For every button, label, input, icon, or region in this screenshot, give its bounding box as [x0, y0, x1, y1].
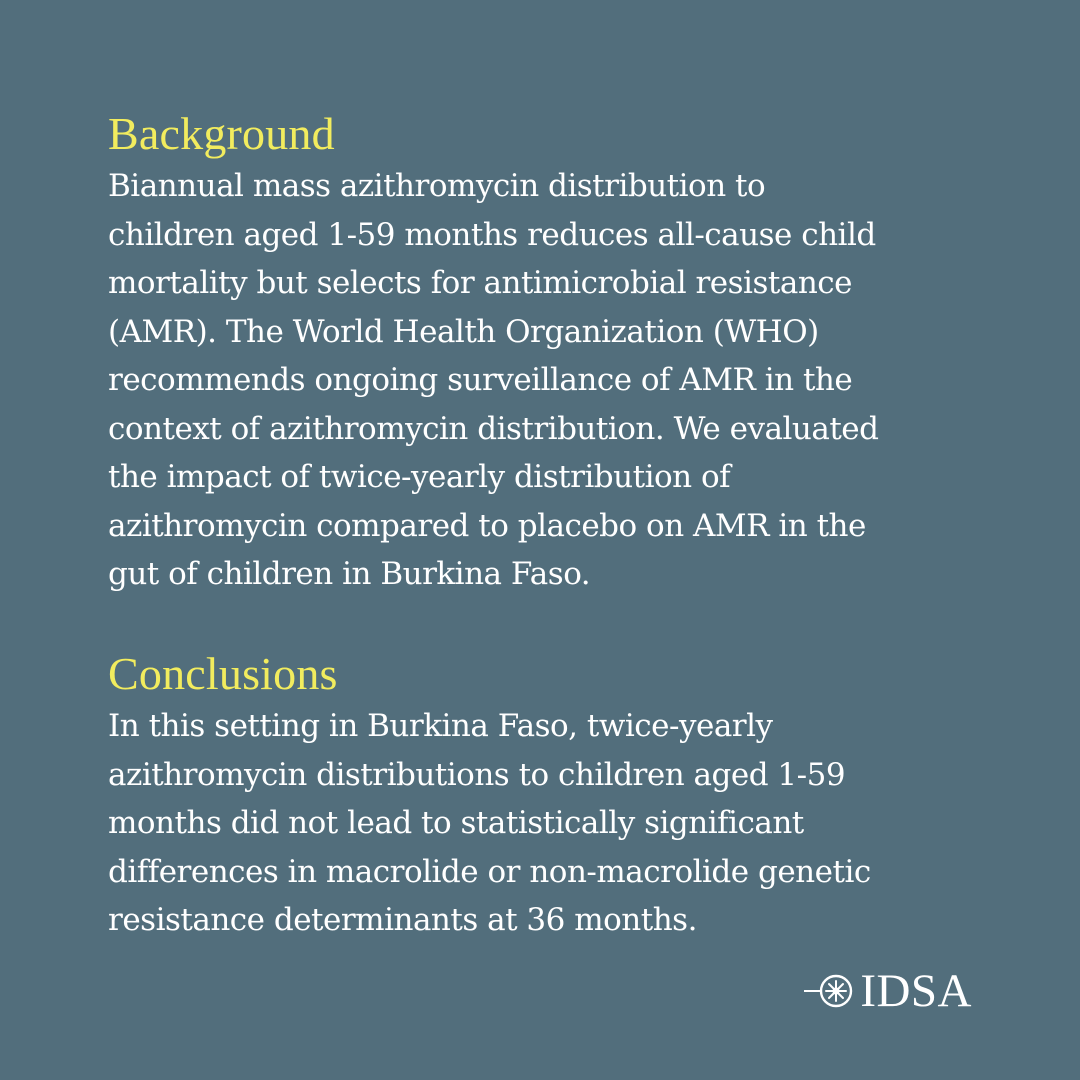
idsa-logo: [804, 966, 972, 1016]
background-heading: Background: [108, 108, 335, 159]
conclusions-section: [108, 646, 988, 945]
background-section: [108, 106, 988, 599]
background-line: azithromycin compared to placebo on AMR in the: [108, 507, 866, 544]
background-line: gut of children in Burkina Faso.: [108, 556, 591, 592]
background-line: context of azithromycin distribution. We evaluated: [108, 410, 879, 447]
background-line: (AMR). The World Health Organization (WHO): [108, 313, 819, 350]
conclusions-text: [108, 702, 988, 945]
idsa-logo-text: IDSA: [860, 965, 972, 1017]
background-line: the impact of twice-yearly distribution of: [108, 459, 731, 495]
conclusions-line: months did not lead to statistically significant: [108, 805, 804, 841]
conclusions-line: differences in macrolide or non-macrolide genetic: [108, 853, 871, 890]
conclusions-line: resistance determinants at 36 months.: [108, 902, 697, 938]
background-line: children aged 1-59 months reduces all-cause child: [108, 216, 876, 253]
background-line: mortality but selects for antimicrobial resistance: [108, 265, 852, 301]
conclusions-line: In this setting in Burkina Faso, twice-yearly: [108, 708, 773, 744]
background-line: Biannual mass azithromycin distribution to: [108, 168, 766, 204]
conclusions-heading: Conclusions: [108, 648, 338, 699]
conclusions-line: azithromycin distributions to children aged 1-59: [108, 756, 846, 793]
background-text: [108, 162, 988, 599]
background-line: recommends ongoing surveillance of AMR in the: [108, 362, 853, 398]
idsa-star-icon: [804, 971, 858, 1011]
